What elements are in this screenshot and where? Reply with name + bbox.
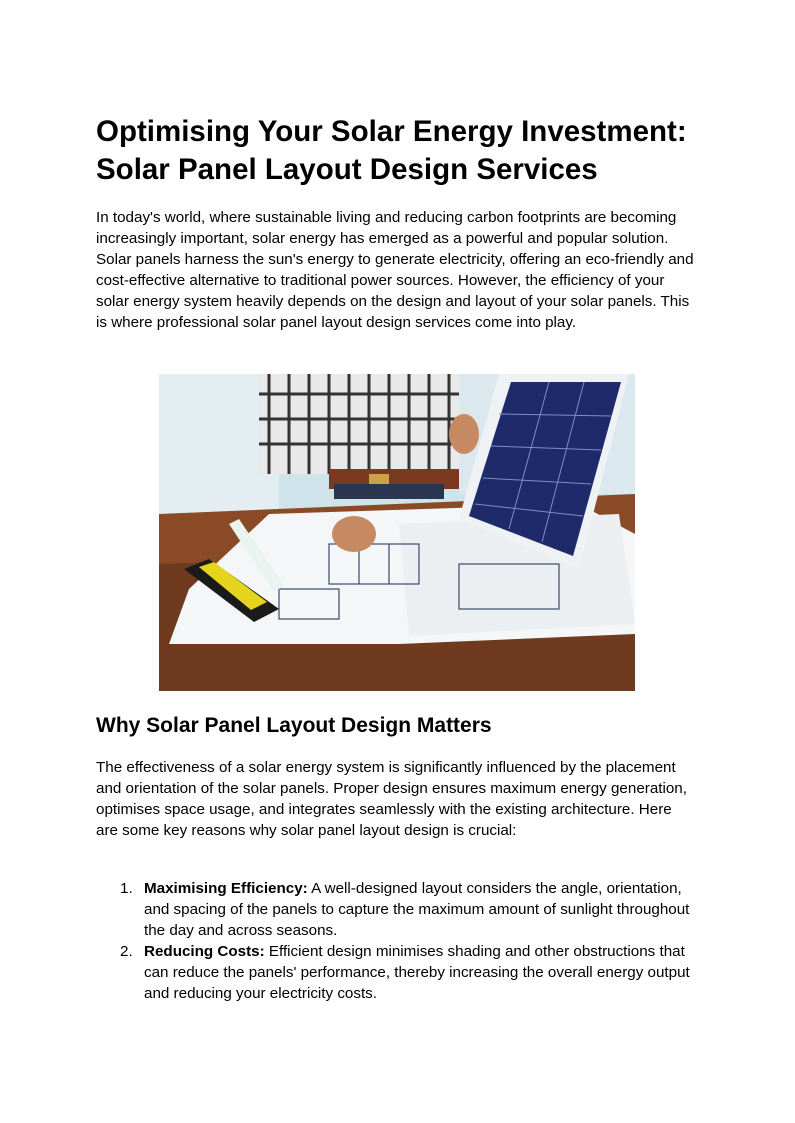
intro-paragraph: In today's world, where sustainable living and reducing carbon footprints are becoming increasingly important, solar energy has emerged as a powerful and popular solution. Solar panels harness the sun's energy to generate electricity, offering an eco-friendly and cost-effective alternative to traditional power sources. However, the efficiency of your solar energy system heavily depends on the design and layout of your solar panels. This is where professional solar panel layout design services come into play. xyxy=(96,209,694,332)
list-number: 1. xyxy=(120,880,133,897)
solar-panel-blueprint-photo xyxy=(159,374,635,691)
list-number: 2. xyxy=(120,943,133,961)
list-item-label: Maximising Efficiency: xyxy=(144,880,308,897)
list-item-text: A well-designed layout considers the angle, orientation, and spacing of the panels to capture the maximum amount of sunlight throughout the day and across seasons. xyxy=(144,880,690,940)
list-item xyxy=(96,941,696,1004)
section-paragraph: The effectiveness of a solar energy system is significantly influenced by the placement and orientation of the solar panels. Proper design ensures maximum energy generation, optimises space usage, and integrates seamlessly with the existing architecture. Here are some key reasons why solar panel layout design is crucial: xyxy=(96,759,687,840)
section-heading: Why Solar Panel Layout Design Matters xyxy=(96,714,492,737)
page-title: Optimising Your Solar Energy Investment: Solar Panel Layout Design Services xyxy=(96,115,687,186)
list-item-text: Efficient design minimises shading and other obstructions that can reduce the panels' performance, thereby increasing the overall energy output and reducing your electricity costs. xyxy=(144,943,690,1003)
reasons-list xyxy=(96,878,696,1005)
list-item xyxy=(96,878,696,941)
list-item-label: Reducing Costs: xyxy=(144,943,265,961)
